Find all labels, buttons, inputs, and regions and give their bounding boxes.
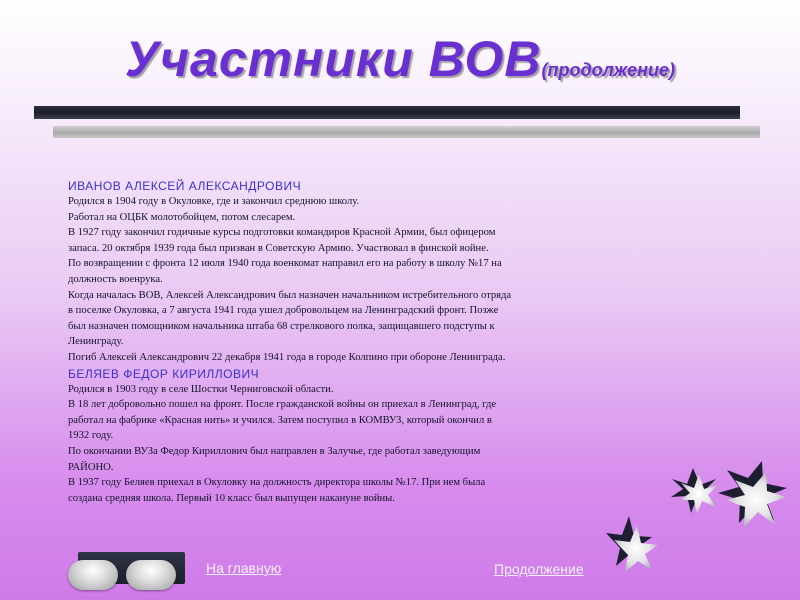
nav-button[interactable] [78,552,185,584]
star-icon [718,461,787,527]
text-line: Работал на ОЦБК молотобойцем, потом слесарем. [68,211,296,223]
text-line: По окончании ВУЗа Федор Кириллович был направлен в Залучье, где работал заведующим [68,445,481,457]
text-line: В 18 лет добровольно пошел на фронт. После гражданской войны он приехал в Ленинград, где [68,399,497,411]
divider-dark [34,106,740,119]
text-line: Погиб Алексей Александрович 22 декабря 1941 года в городе Колпино при обороне Ленинграда. [68,351,506,363]
nav-button-icon [126,560,176,590]
text-line: В 1927 году закончил годичные курсы подготовки командиров Красной Армии, был офицером [68,227,496,239]
text-line: работал на фабрике «Красная нить» и учился. Затем поступил в КОМВУЗ, который окончил в [68,414,492,426]
text-line: Ленинграду. [68,336,124,348]
text-line: РАЙОНО. [68,461,114,473]
home-link[interactable]: На главную [206,560,282,576]
person-name: ИВАНОВ АЛЕКСЕЙ АЛЕКСАНДРОВИЧ [68,179,302,193]
text-line: создана средняя школа. Первый 10 класс был выпущен накануне войны. [68,492,395,504]
text-line: Когда началась ВОВ, Алексей Александрович был назначен начальником истребительного отряда [68,289,512,301]
star-icon [606,516,658,572]
nav-button-icon [68,560,118,590]
slide-title-main: Участники ВОВ [125,31,542,87]
text-line: 1932 году. [68,430,114,442]
body-text [68,178,638,506]
text-line: Родился в 1903 году в селе Шостки Черниговской области. [68,383,334,395]
person-name: БЕЛЯЕВ ФЕДОР КИРИЛЛОВИЧ [68,366,260,381]
slide-title [0,30,800,88]
text-line: По возвращении с фронта 12 июля 1940 года военкомат направил его на работу в школу №17 на [68,258,502,270]
text-line: в поселке Окуловка, а 7 августа 1941 года ушел добровольцем на Ленинградский фронт. Позже [68,305,499,317]
text-line: запаса. 20 октября 1939 года был призван в Советскую Армию. Участвовал в финской войне. [68,242,489,254]
text-line: должность военрука. [68,273,163,285]
text-line: был назначен помощником начальника штаба 68 стрелкового полка, защищавшего подступы к [68,320,495,332]
divider-light [53,126,760,138]
next-link[interactable]: Продолжение [494,561,584,577]
text-line: В 1937 году Беляев приехал в Окуловку на должность директора школы №17. При нем была [68,477,486,489]
star-icon [671,468,718,514]
text-line: Родился в 1904 году в Окуловке, где и закончил среднюю школу. [68,196,360,207]
slide-title-sub: (продолжение) [541,60,675,80]
